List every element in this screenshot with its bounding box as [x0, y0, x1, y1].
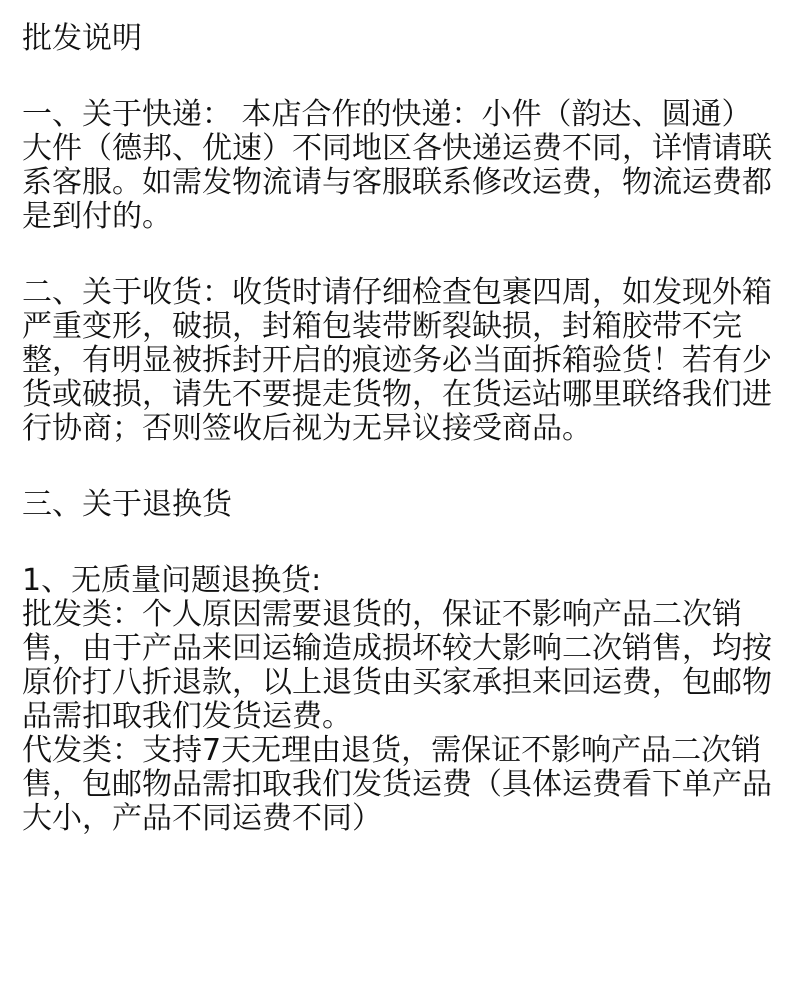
section-returns-heading: 三、关于退换货: [22, 487, 232, 522]
spacer: [22, 234, 774, 276]
returns-wholesale-policy: 批发类：个人原因需要退货的，保证不影响产品二次销售，由于产品来回运输造成损坏较大影响二次销售，均按原价打八折退款，以上退货由买家承担来回运费，包邮物品需扣取我们发货运费。: [22, 597, 772, 734]
section-receiving-body: 收货时请仔细检查包裹四周，如发现外箱严重变形，破损，封箱包装带断裂缺损，封箱胶带不完整，有明显被拆封开启的痕迹务必当面拆箱验货！若有少货或破损，请先不要提走货物，在货运站哪里联络我们进行协商；否则签收后视为无异议接受商品。: [22, 275, 772, 446]
returns-dropship-policy: 代发类：支持7天无理由退货，需保证不影响产品二次销售，包邮物品需扣取我们发货运费（具体运费看下单产品大小，产品不同运费不同）: [22, 733, 772, 836]
document-title: 批发说明: [22, 21, 142, 56]
spacer: [22, 522, 774, 564]
section-express: [22, 98, 774, 234]
spacer: [22, 56, 774, 98]
returns-subheading: 1、无质量问题退换货:: [22, 563, 322, 598]
spacer: [22, 446, 774, 488]
section-express-heading: 一、关于快递：: [22, 97, 232, 132]
section-receiving: [22, 276, 774, 446]
section-express-body: 本店合作的快递：小件（韵达、圆通）大件（德邦、优速）不同地区各快递运费不同，详情请联系客服。如需发物流请与客服联系修改运费，物流运费都是到付的。: [22, 97, 772, 234]
wholesale-notice-document: [22, 22, 774, 836]
section-receiving-heading: 二、关于收货：: [22, 275, 232, 310]
